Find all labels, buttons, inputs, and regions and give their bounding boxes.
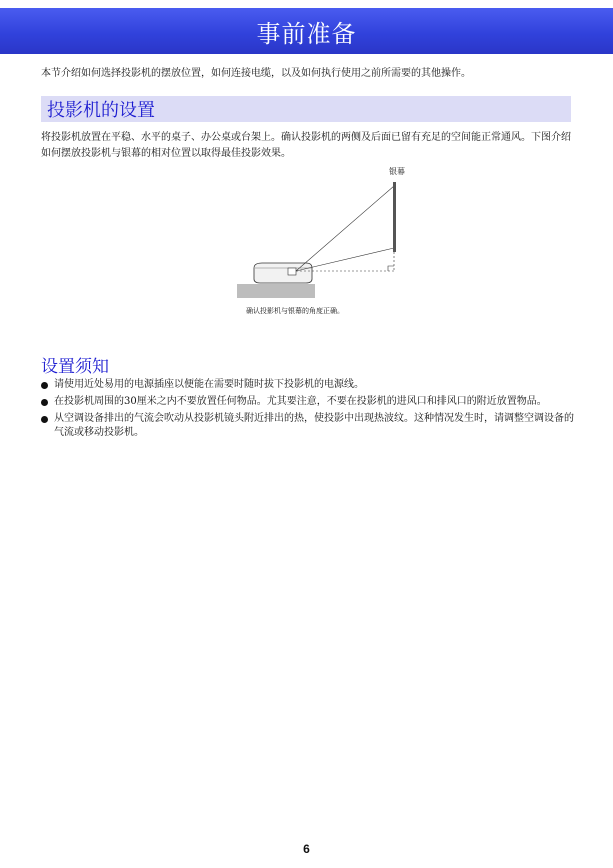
setup-notes-title: 设置须知 xyxy=(41,357,109,377)
setup-notes-list xyxy=(41,378,581,443)
bullet-icon xyxy=(41,382,48,389)
bullet-icon xyxy=(41,399,48,406)
list-item xyxy=(41,412,581,440)
projector-shape xyxy=(254,263,312,283)
section-heading xyxy=(41,96,571,122)
section-title: 投影机的设置 xyxy=(47,100,155,121)
page-number: 6 xyxy=(303,842,310,856)
section-body: 将投影机放置在平稳、水平的桌子、办公桌或台架上。确认投影机的两侧及后面已留有充足的空间能正常通风。下图介绍如何摆放投影机与银幕的相对位置以取得最佳投影效果。 xyxy=(41,132,571,159)
list-item-text: 请使用近处易用的电源插座以便能在需要时随时拔下投影机的电源线。 xyxy=(54,379,364,390)
list-item xyxy=(41,378,581,392)
figure-caption: 确认投影机与银幕的角度正确。 xyxy=(246,307,344,315)
page-title: 事前准备 xyxy=(256,19,357,48)
list-item-text: 在投影机周围的30厘米之内不要放置任何物品。尤其要注意，不要在投影机的进风口和排风口的附近放置物品。 xyxy=(54,396,547,407)
bullet-icon xyxy=(41,416,48,423)
intro-paragraph: 本节介绍如何选择投影机的摆放位置，如何连接电缆，以及如何执行使用之前所需要的其他操作。 xyxy=(41,68,471,79)
list-item-text: 从空调设备排出的气流会吹动从投影机镜头附近排出的热，使投影中出现热波纹。这种情况发生时，请调整空调设备的气流或移动投影机。 xyxy=(54,413,574,438)
screen-shape xyxy=(393,182,396,252)
projector-screen-diagram xyxy=(228,162,418,307)
list-item xyxy=(41,395,581,409)
lens-shape xyxy=(288,268,296,275)
screen-label: 银幕 xyxy=(389,167,405,176)
table-shape xyxy=(237,284,315,298)
page-header xyxy=(0,8,613,54)
